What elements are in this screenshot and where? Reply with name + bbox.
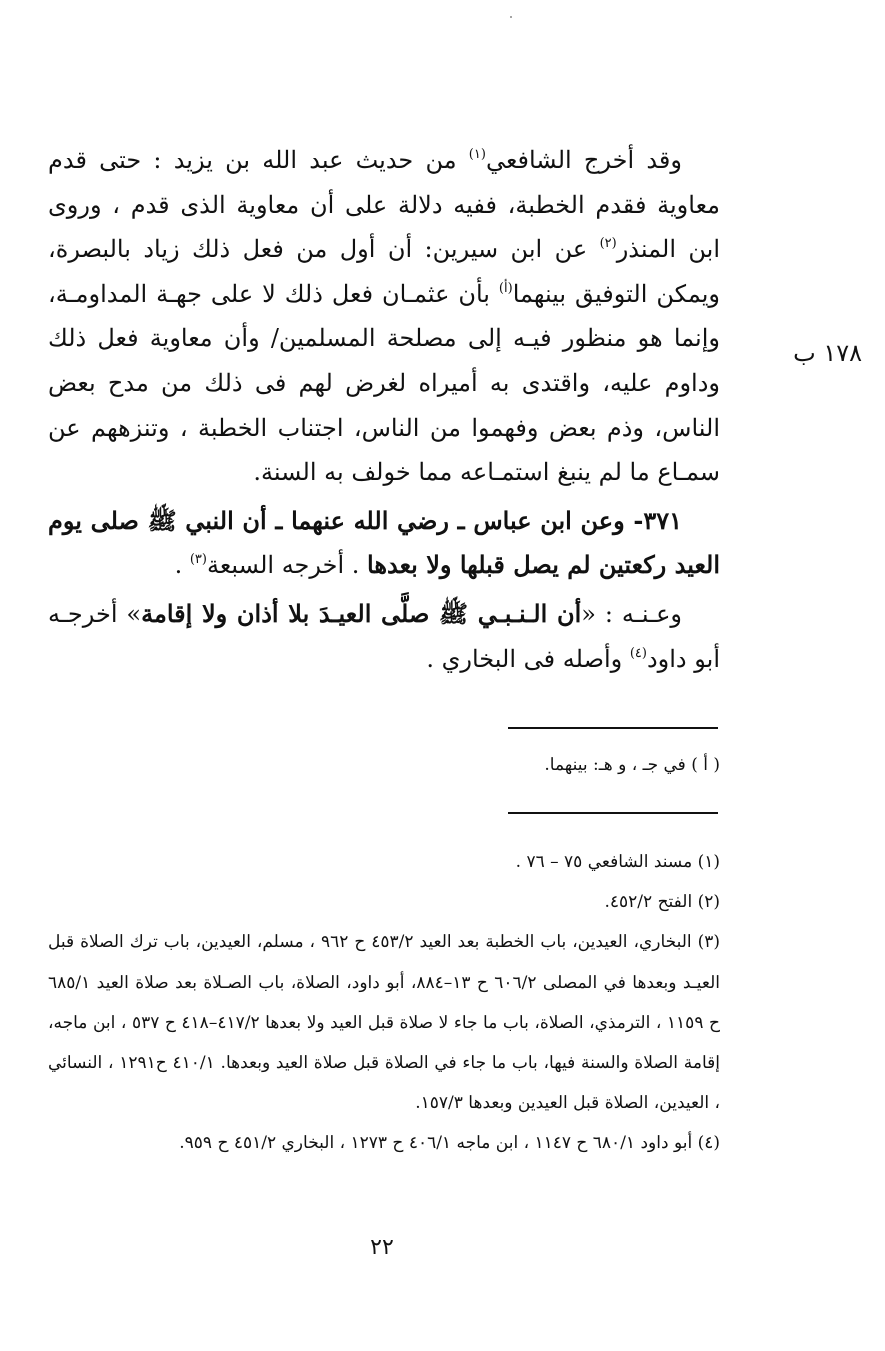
footnote-4: (٤) أبو داود ٦٨٠/١ ح ١١٤٧ ، ابن ماجه ٤٠٦/١ ح ١٢٧٣ ، البخاري ٤٥١/٢ ح ٩٥٩.	[179, 1133, 720, 1154]
text-run: وعـنـه : «	[581, 599, 683, 628]
text-run: من حديث عبد الله بن يزيد : حتى قدم معاوية فقدم الخطبة، ففيه دلالة على أن معاوية الذى قدم ، وروى ابن المنذر	[48, 146, 721, 264]
hadith-text: أن الـنـبـي ﷺ صلَّى العيـدَ بلا أذان ولا إقامة	[141, 598, 582, 628]
text-run: عن ابن سيرين: أن أول من فعل ذلك زياد بالبصرة، ويمكن التوفيق بينهما	[48, 235, 720, 308]
text-run: » أخرجـه أبو داود	[48, 599, 720, 673]
text-run: وقد أخرج الشافعي	[485, 146, 682, 174]
page-number: ٢٢	[370, 1235, 394, 1260]
variant-ref-a: (أ)	[498, 280, 513, 296]
footnote-3: (٣) البخاري، العيدين، باب الخطبة بعد العيد ٤٥٣/٢ ح ٩٦٢ ، مسلم، العيدين، باب ترك الصلاة قبل العيـد وبعدها في المصلى ٦٠٦/٢ ح ١٣–٨٨٤، أبو داود، الصلاة، باب الصـلاة بعد صلاة العيد ٦٨٥/١ ح ١١٥٩ ، الترمذي، الصلاة، باب ما جاء لا صلاة قبل العيد ولا بعدها ٤١٧/٢–٤١٨ ح ٥٣٧ ، ابن ماجه، إقامة الصلاة والسنة فيها، باب ما جاء في الصلاة قبل صلاة العيد وبعدها. ٤١٠/١ ح١٢٩١ ، النسائي ، العيدين، الصلاة قبل العيدين وبعدها ١٥٧/٣.	[48, 932, 721, 1114]
text-run: بأن عثمـان فعل ذلك لا على جهـة المداومـة، وإنما هو منظور فيـه إلى مصلحة المسلمين/ وأن معاوية فعل ذلك وداوم عليه، واقتدى به أميراه لغرض لهم فى ذلك من مدح بعض الناس، وذم بعض وفهموا من الناس، اجتناب الخطبة ، وتنزههم عن سمـاع ما لم ينبغ استمـاعه مما خولف به السنة.	[48, 279, 720, 487]
footnote-2: (٢) الفتح ٤٥٢/٢.	[604, 892, 720, 913]
footnote-1: (١) مسند الشافعي ٧٥ – ٧٦ .	[515, 852, 720, 872]
main-text	[48, 138, 720, 681]
text-run: .	[174, 551, 190, 580]
separator-rule-bottom	[508, 812, 718, 814]
footnotes	[48, 842, 720, 1164]
variant-reading-note: ( أ ) في جـ ، و هـ: بينهما.	[544, 755, 720, 775]
footnote-ref-2: (٢)	[599, 236, 617, 252]
hadith-371-second	[48, 592, 720, 681]
footnote-ref-3: (٣)	[189, 552, 207, 568]
manuscript-folio-marker: ١٧٨ ب	[793, 339, 862, 367]
footnote-ref-1: (١)	[468, 147, 486, 162]
hadith-371	[48, 499, 720, 588]
separator-rule-top	[508, 727, 718, 729]
text-run: وأصله فى البخاري .	[426, 644, 630, 673]
text-run: . أخرجه السبعة	[206, 551, 368, 580]
paragraph-commentary	[48, 138, 720, 495]
footnote-ref-4: (٤)	[629, 645, 647, 661]
scan-speck	[510, 16, 512, 18]
hadith-text: ٣٧١- وعن ابن عباس ـ رضي الله عنهما ـ أن النبي ﷺ صلى يوم العيد ركعتين لم يصل قبلها ولا بعدها	[48, 505, 720, 580]
